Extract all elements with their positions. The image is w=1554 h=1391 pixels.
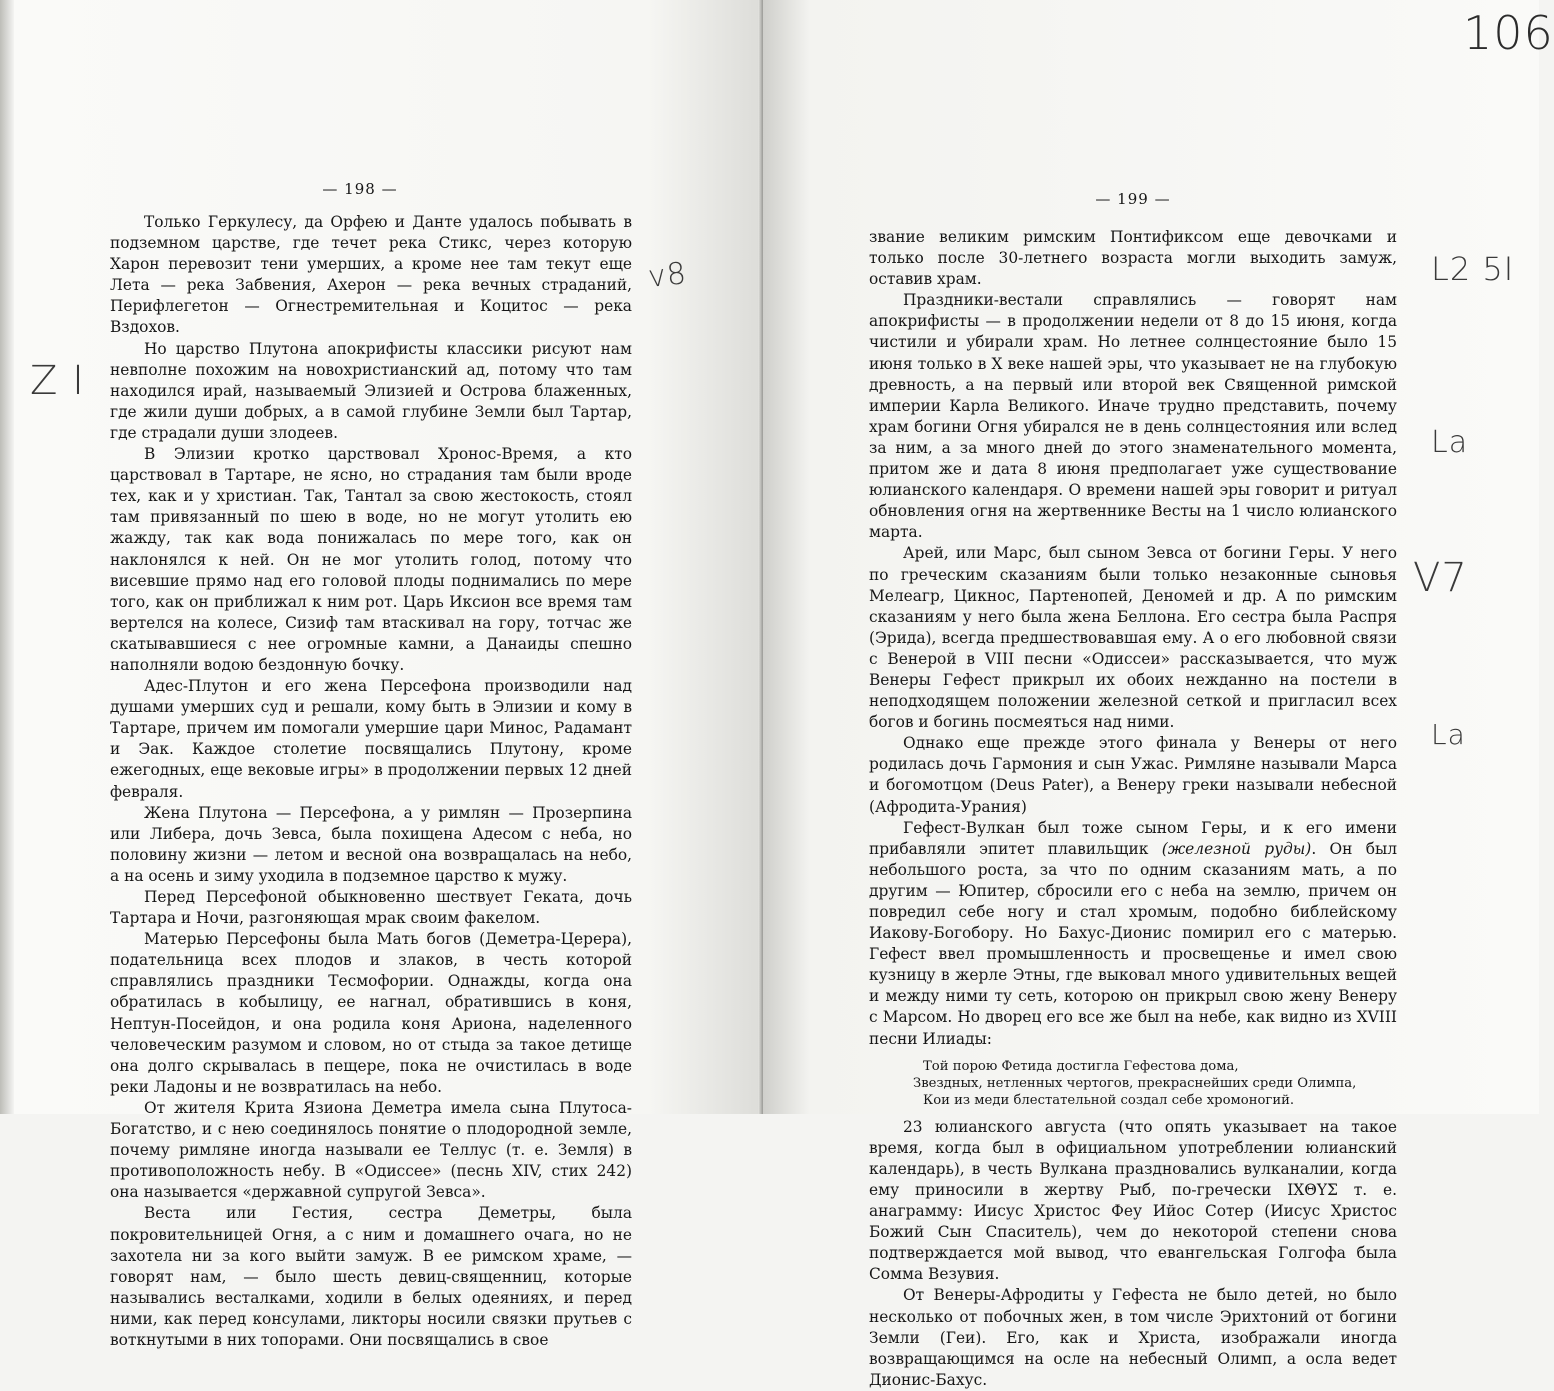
verse-line: Кои из меди блестательной создал себе хромоногий. <box>923 1092 1295 1108</box>
paragraph: Арей, или Марс, был сыном Зевса от богини Геры. У него по греческим сказаниям были только незаконные сыновья Мелеагр, Цикнос, Партенопей, Деномей и др. А по римским сказаниям у него была жена Беллона. Его сестра была Распря (Эрида), всегда предшествовавшая ему. А о его любовной связи с Венерой в VIII песни «Одиссеи» рассказывается, что муж Венеры Гефест прикрыл их обоих нежданно на постели в неподходящем положении железной сеткой и пригласил всех богов и богинь посмеяться над ними. <box>869 544 1397 732</box>
page-edge-shadow <box>0 0 14 1114</box>
right-text-column <box>869 227 1397 1391</box>
text-run: . Он был небольшого роста, за что по одним сказаниям мать, а по другим — Юпитер, сбросили его с неба на землю, причем он повредил себе ногу и стал хромым, подобно библейскому Иакову-Богобору. Но Бахус-Дионис помирил его с матерью. Гефест ввел промышленность и просвещенье и имел свою кузницу в жерле Этны, где выковал много удивительных вещей и между ними ту сеть, которою он прикрыл свою жену Венеру с Марсом. Но дворец его все же был на небе, как видно из XVIII песни Илиады: <box>869 839 1397 1048</box>
paragraph: От Венеры-Афродиты у Гефеста не было детей, но было несколько от побочных жен, в том числе Эрихтоний от богини Земли (Геи). Его, как и Христа, изображали иногда возвращающимся на осле на небесный Олимп, а осла ведет Дионис-Бахус. <box>869 1286 1397 1389</box>
paragraph: Матерью Персефоны была Мать богов (Деметра-Церера), подательница всех плодов и злаков, в честь которой справлялись праздники Тесмофории. Однажды, когда она обратилась в кобылицу, ее нагнал, обратившись в коня, Нептун-Посейдон, и она родила коня Ариона, наделенного человеческим разумом и словом, но от стыда за такое детище она долго скрывалась в пещере, пока не очистилась в воде реки Ладоны и не возвратилась на небо. <box>110 930 632 1096</box>
handwritten-margin-note: L2 5I <box>1431 250 1515 288</box>
paragraph: В Элизии кротко царствовал Хронос-Время, а кто царствовал в Тартаре, не ясно, но страдания там были вроде тех, как и у христиан. Так, Тантал за свою жестокость, стоял там привязанный по шею в воде, но не могут утолить ею жажду, так как вода понижалась по мере того, как он наклонялся к ней. Он не мог утолить голод, потому что висевшие прямо над его головой плоды поднимались по мере того, как он приближал к ним рот. Царь Иксион все время там вертелся на колесе, Сизиф там втаскивал на гору, тотчас же скатывавшиеся с нее огромные камни, а Данаиды спешно наполняли водою бездонную бочку. <box>110 445 632 674</box>
left-text-column <box>110 212 632 1351</box>
paragraph: От жителя Крита Язиона Деметра имела сына Плутоса-Богатство, и с нею соединялось понятие о плодородной земле, почему римляне иногда называли ее Теллус (т. е. Земля) в противоположность небу. В «Одиссее» (песнь XIV, стих 242) она называется «державной супругой Зевса». <box>110 1098 632 1202</box>
handwritten-margin-note: La <box>1431 425 1469 460</box>
left-page <box>0 0 763 1349</box>
verse-quotation <box>913 1058 1397 1109</box>
verse-line: Звездных, нетленных чертогов, прекраснейших среди Олимпа, <box>913 1075 1357 1091</box>
text-run: Гефест-Вулкан был тоже сыном Геры, и к его имени прибавляли эпитет плавильщик <box>869 818 1397 858</box>
handwritten-margin-note: V7 <box>1413 555 1468 601</box>
handwritten-margin-note: La <box>1431 718 1466 751</box>
paragraph: Однако еще прежде этого финала у Венеры от него родилась дочь Гармония и сын Ужас. Римляне называли Марса и богомотцом (Deus Pater), а Венеру греки называли небесной (Афродита-Урания) <box>869 734 1397 816</box>
right-page <box>763 0 1554 1389</box>
italic-text-run: (железной руды) <box>1161 839 1312 858</box>
paragraph-continued: звание великим римским Понтификсом еще девочками и только после 30-летнего возраста могли выходить замуж, оставив храм. <box>869 228 1397 289</box>
paragraph: 23 юлианского августа (что опять указывает на такое время, когда был в официальном употреблении юлианский календарь), в честь Вулкана праздновались вулканалии, когда ему приносили в жертву Рыб, по-гречески ΙΧΘΥΣ т. е. анаграмму: Иисус Христос Феу Ийос Сотер (Иисус Христос Божий Сын Спаситель), чем до некоторой степени снова подтверждается мой вывод, что евангельская Голгофа была Сомма Везувия. <box>869 1117 1397 1284</box>
paragraph: Но царство Плутона апокрифисты классики рисуют нам невполне похожим на новохристианский ад, потому что там находился ирай, называемый Элизией и Острова блаженных, где жили души добрых, а в самой глубине Земли был Тартар, где страдали души злодеев. <box>110 339 632 442</box>
paragraph: Адес-Плутон и его жена Персефона производили над душами умерших суд и решали, кому быть в Элизии и кому в Тартаре, причем им помогали умершие цари Минос, Радамант и Эак. Каждое столетие посвящались Плутону, кроме ежегодных, еще вековые игры» в продолжении первых 12 дней февраля. <box>110 677 632 801</box>
paragraph: Праздники-вестали справлялись — говорят нам апокрифисты — в продолжении недели от 8 до 15 июня, когда чистили и убирали храм. Но летнее солнцестояние было 15 июня только в X веке нашей эры, что указывает не на глубокую древность, а на первый или второй век Священной римской империи Карла Великого. Иначе трудно представить, почему храм богини Огня убирался не в день солнцестояния или вслед за ним, а за много дней до этого знаменательного момента, притом же и дата 8 июня предполагает уже существование юлианского календаря. О времени нашей эры говорит и ритуал обновления огня на жертвеннике Весты на 1 число юлианского марта. <box>869 291 1397 542</box>
paragraph: Перед Персефоной обыкновенно шествует Геката, дочь Тартара и Ночи, разгоняющая мрак своим факелом. <box>110 888 632 928</box>
handwritten-margin-note: v8 <box>646 256 689 295</box>
page-number-199: — 199 — <box>1095 190 1171 208</box>
handwritten-margin-note: Z I <box>30 358 85 404</box>
handwritten-folio-number: 106 <box>1463 6 1554 60</box>
paragraph: Жена Плутона — Персефона, а у римлян — Прозерпина или Либера, дочь Зевса, была похищена Адесом с неба, но половину жизни — летом и весной она возвращалась на небо, а на осень и зиму уходила в подземное царство к мужу. <box>110 803 632 885</box>
paragraph: Только Геркулесу, да Орфею и Данте удалось побывать в подземном царстве, где течет река Стикс, через которую Харон перевозит тени умерших, а кроме нее там текут еще Лета — река Забвения, Ахерон — река вечных страданий, Перифлегетон — Огнестремительная и Коцитос — река Вздохов. <box>110 213 632 337</box>
paragraph: Веста или Гестия, сестра Деметры, была покровительницей Огня, а с ним и домашнего очага, но не захотела ни за кого выйти замуж. В ее римском храме, — говорят нам, — было шесть девиц-священниц, которые назывались весталками, ходили в белых одеяниях, и перед ними, как перед консулами, ликторы носили связки прутьев с воткнутыми в них топорами. Они посвящались в свое <box>110 1204 632 1349</box>
verse-line: Той порою Фетида достигла Гефестова дома, <box>923 1058 1239 1074</box>
page-number-198: — 198 — <box>322 180 398 198</box>
paragraph-hephaestus <box>869 818 1397 1050</box>
